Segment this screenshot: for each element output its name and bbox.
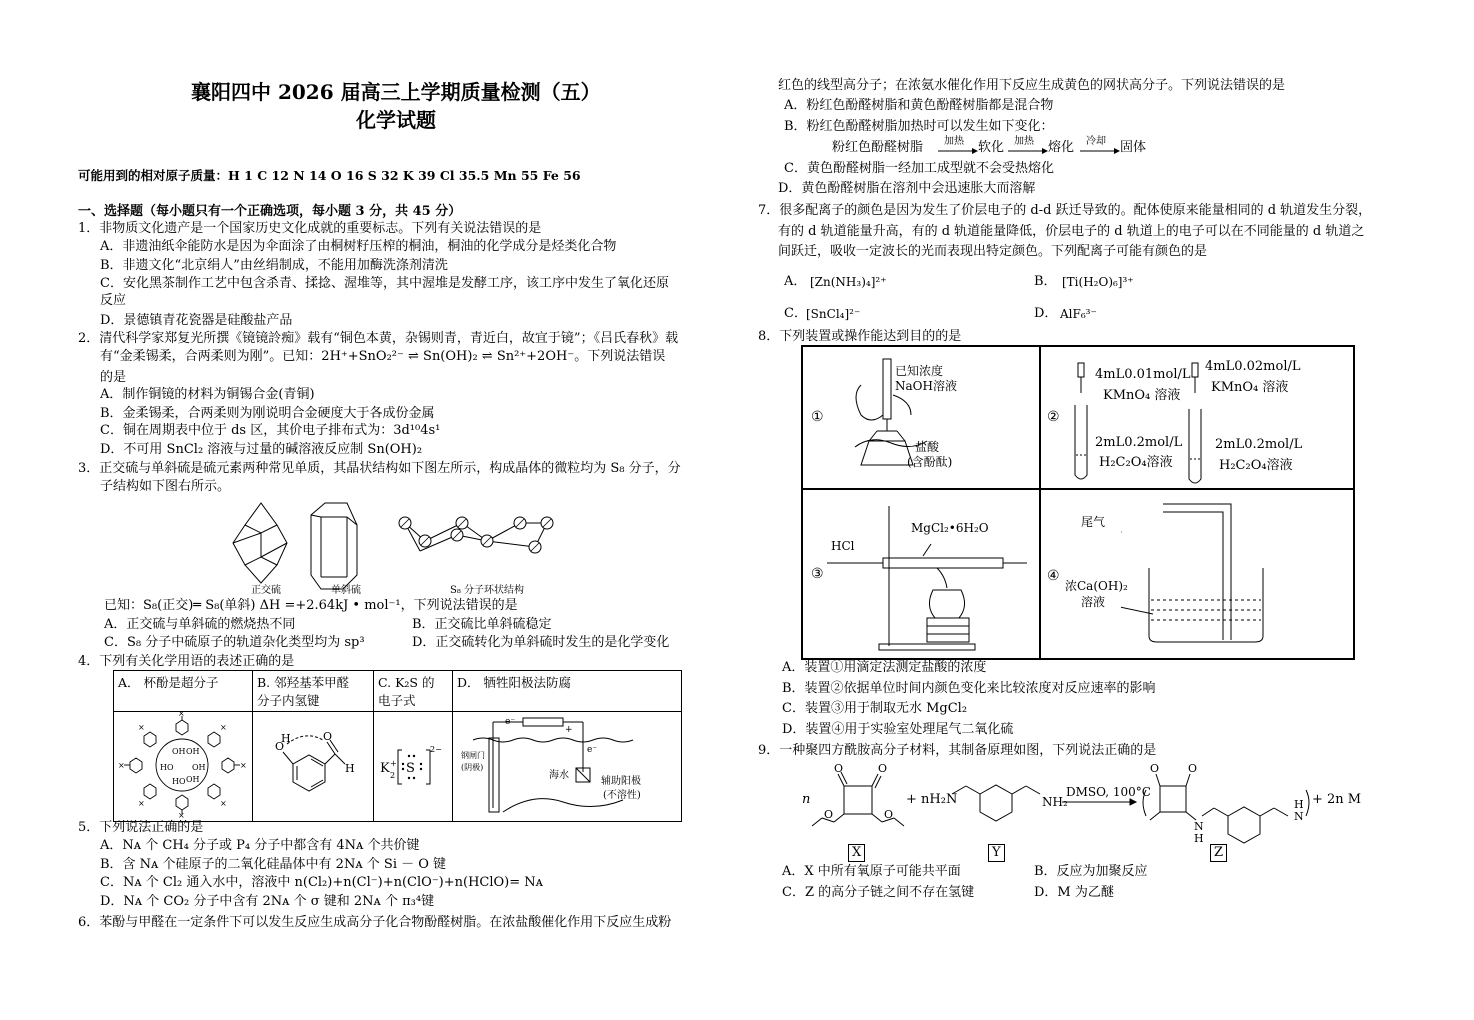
q2-stem-3: 的是 bbox=[100, 370, 127, 385]
q1-option-d: D．景德镇青花瓷器是硅酸盐产品 bbox=[100, 313, 293, 328]
q9-byproduct: + 2n M bbox=[1312, 792, 1362, 807]
label-phenolphthalein: (含酚酞) bbox=[907, 455, 953, 469]
label-known-conc: 已知浓度 bbox=[895, 364, 944, 378]
q3-option-d: D．正交硫转化为单斜硫时发生的是化学变化 bbox=[412, 635, 670, 650]
svg-text:2: 2 bbox=[390, 771, 396, 780]
q7-option-c: C． bbox=[784, 306, 807, 321]
arrow-2 bbox=[1008, 148, 1048, 154]
label-x: X bbox=[848, 844, 865, 862]
q9-option-b: B．反应为加聚反应 bbox=[1034, 864, 1148, 879]
q7-ion-d: AlF₆³⁻ bbox=[1060, 307, 1097, 321]
q1-stem: 1．非物质文化遗产是一个国家历史文化成就的重要标志。下列有关说法错误的是 bbox=[78, 221, 542, 236]
page-subtitle: 化学试题 bbox=[356, 108, 436, 132]
q6-flow bbox=[832, 134, 1152, 160]
svg-text:+: + bbox=[565, 725, 573, 735]
label-kmno4-1-conc: 4mL0.01mol/L bbox=[1095, 367, 1191, 382]
svg-text:N: N bbox=[1294, 810, 1304, 823]
flow-cool: 冷却 bbox=[1086, 136, 1106, 147]
svg-text:×: × bbox=[138, 799, 145, 808]
q2-stem-2: 有“金柔锡柔，合两柔则为刚”。已知：2H⁺+SnO₂²⁻ ⇌ Sn(OH)₂ ⇌ Sn²⁺+2OH⁻。下列说法错误 bbox=[100, 349, 666, 364]
q3-option-a: A．正交硫与单斜硫的燃烧热不同 bbox=[104, 617, 296, 632]
svg-text:2−: 2− bbox=[430, 745, 442, 754]
q7-ion-b: [Ti(H₂O)₆]³⁺ bbox=[1062, 275, 1134, 289]
q6-option-d: D．黄色酚醛树脂在溶剂中会迅速胀大而溶解 bbox=[778, 181, 1036, 196]
label-steel-gate: 钢闸门 bbox=[461, 751, 485, 760]
label-y: Y bbox=[988, 844, 1005, 862]
q2-option-c: C．铜在周期表中位于 ds 区，其价电子排布式为：3d¹⁰4s¹ bbox=[100, 423, 441, 438]
svg-text:OH: OH bbox=[186, 747, 200, 756]
q5-stem: 5．下列说法正确的是 bbox=[78, 820, 204, 835]
q4-sacrificial-anode-cell bbox=[453, 712, 682, 822]
salicylaldehyde-structure bbox=[253, 712, 371, 818]
calixarene-structure bbox=[114, 712, 250, 818]
q6-option-a: A．粉红色酚醛树脂和黄色酚醛树脂都是混合物 bbox=[784, 98, 1054, 113]
svg-text:S: S bbox=[406, 761, 415, 776]
q8-option-c: C．装置③用于制取无水 MgCl₂ bbox=[782, 701, 968, 716]
beaker-drawing bbox=[1121, 500, 1341, 650]
q4-header-a: A． 杯酚是超分子 bbox=[114, 671, 253, 712]
q4-header-c: C. K₂S 的 电子式 bbox=[374, 671, 453, 712]
svg-text:+: + bbox=[390, 759, 397, 768]
q3-stem-1: 3．正交硫与单斜硫是硫元素两种常见单质，其晶状结构如下图左所示，构成晶体的微粒均为 S₈ 分子，分 bbox=[78, 461, 681, 476]
q5-option-d: D．Nᴀ 个 CO₂ 分子中含有 2Nᴀ 个 σ 键和 2Nᴀ 个 π₃⁴键 bbox=[100, 894, 435, 909]
sulfur-crystal-figure bbox=[225, 495, 565, 595]
svg-text:×: × bbox=[138, 723, 145, 732]
svg-text:O: O bbox=[884, 808, 894, 821]
svg-text:O: O bbox=[1188, 762, 1198, 775]
heating-tube-drawing bbox=[827, 496, 1037, 656]
q4-table bbox=[113, 670, 682, 822]
flow-soften: 软化 bbox=[978, 140, 1005, 155]
svg-text:HO: HO bbox=[172, 777, 186, 786]
label-h2c2o4-2-conc: 2mL0.2mol/L bbox=[1215, 437, 1303, 452]
q4-calixarene-cell bbox=[114, 712, 253, 822]
svg-text:×: × bbox=[220, 799, 227, 808]
label-insoluble: (不溶性) bbox=[603, 790, 641, 801]
q3-known: 已知：S₈(正交)═ S₈(单斜) ΔH =+2.64kJ • mol⁻¹，下列说法错误的是 bbox=[104, 598, 518, 613]
q4-salicylaldehyde-cell bbox=[253, 712, 374, 822]
q9-option-d: D．M 为乙醚 bbox=[1034, 885, 1114, 900]
q8-option-d: D．装置④用于实验室处理尾气二氧化硫 bbox=[782, 722, 1014, 737]
apparatus-4 bbox=[1040, 489, 1354, 659]
q4-header-b: B. 邻羟基苯甲醛 分子内氢键 bbox=[253, 671, 374, 712]
q3-stem-2: 子结构如下图右所示。 bbox=[100, 479, 231, 494]
label-h2c2o4-2: H₂C₂O₄溶液 bbox=[1219, 458, 1293, 473]
q8-apparatus-grid bbox=[801, 345, 1355, 660]
svg-text:×: × bbox=[178, 712, 185, 718]
q7-stem-2: 有的 d 轨道能量升高，有的 d 轨道能量降低，价层电子的 d 轨道上的电子可以在不同能量的 d 轨道之 bbox=[778, 224, 1365, 239]
arrow-3 bbox=[1080, 148, 1120, 154]
q4-stem: 4．下列有关化学用语的表述正确的是 bbox=[78, 654, 295, 669]
label-seawater: 海水 bbox=[549, 770, 569, 781]
q6-stem-1: 6．苯酚与甲醛在一定条件下可以发生反应生成高分子化合物酚醛树脂。在浓盐酸催化作用下反应生成粉 bbox=[78, 915, 672, 930]
q9-reaction-scheme bbox=[800, 760, 1360, 865]
label-hcl-gas: HCl bbox=[831, 539, 855, 553]
svg-text:×: × bbox=[220, 723, 227, 732]
q2-option-b: B．金柔锡柔，合两柔则为刚说明合金硬度大于各成份金属 bbox=[100, 406, 435, 421]
svg-text:N: N bbox=[1194, 820, 1204, 833]
label-h2c2o4-1-conc: 2mL0.2mol/L bbox=[1095, 435, 1183, 450]
label-tail-gas: 尾气 bbox=[1081, 515, 1106, 529]
atomic-masses: 可能用到的相对原子质量：H 1 C 12 N 14 O 16 S 32 K 39 Cl 35.5 Mn 55 Fe 56 bbox=[78, 168, 581, 183]
q2-option-a: A．制作铜镜的材料为铜锡合金(青铜) bbox=[100, 387, 315, 402]
q9-coefficient-n: n bbox=[802, 792, 811, 807]
q5-option-c: C．Nᴀ 个 Cl₂ 通入水中，溶液中 n(Cl₂)+n(Cl⁻)+n(ClO⁻)+n(HClO)= Nᴀ bbox=[100, 875, 544, 890]
svg-text:OH: OH bbox=[186, 775, 200, 784]
q7-stem-1: 7．很多配离子的颜色是因为发生了价层电子的 d-d 跃迁导致的。配体使原来能量相同的 d 轨道发生分裂， bbox=[758, 203, 1372, 218]
q9-conditions: DMSO, 100°C bbox=[1066, 785, 1151, 799]
page-title: 襄阳四中 2026 届高三上学期质量检测（五） bbox=[191, 80, 601, 104]
q9-stem: 9．一种聚四方酰胺高分子材料，其制备原理如图，下列说法正确的是 bbox=[758, 743, 1157, 758]
q6-stem-2: 红色的线型高分子；在浓氨水催化作用下反应生成黄色的网状高分子。下列说法错误的是 bbox=[778, 78, 1286, 93]
apparatus-3-number: ③ bbox=[811, 566, 824, 582]
svg-text:e⁻: e⁻ bbox=[505, 717, 516, 727]
q7-stem-3: 间跃迁，吸收一定波长的光而表现出特定颜色。下列配离子可能有颜色的是 bbox=[778, 244, 1208, 259]
svg-text:H: H bbox=[1294, 798, 1304, 811]
apparatus-2 bbox=[1040, 346, 1354, 489]
q5-option-b: B．含 Nᴀ 个硅原子的二氧化硅晶体中有 2Nᴀ 个 Si － O 键 bbox=[100, 857, 447, 872]
label-kmno4-2-conc: 4mL0.02mol/L bbox=[1205, 359, 1301, 374]
flow-solid: 固体 bbox=[1120, 140, 1147, 155]
label-hcl: 盐酸 bbox=[915, 440, 940, 454]
apparatus-4-number: ④ bbox=[1047, 568, 1060, 584]
apparatus-2-number: ② bbox=[1047, 409, 1060, 425]
q7-ion-a: [Zn(NH₃)₄]²⁺ bbox=[810, 275, 887, 289]
cathodic-protection-diagram bbox=[453, 712, 675, 818]
label-naoh: NaOH溶液 bbox=[895, 379, 957, 393]
label-cathode: (阴极) bbox=[461, 763, 484, 772]
q2-stem-1: 2．清代科学家郑复光所撰《镜镜詅痴》载有“铜色本黄，杂锡则青，青近白，故宜于镜”；《吕氏春秋》载 bbox=[78, 331, 679, 346]
svg-text:OH: OH bbox=[192, 763, 206, 772]
svg-text:×: × bbox=[240, 761, 247, 770]
q7-option-a: A． bbox=[784, 274, 807, 289]
q7-option-d: D． bbox=[1034, 306, 1058, 321]
label-h2c2o4-1: H₂C₂O₄溶液 bbox=[1099, 455, 1173, 470]
label-kmno4-2: KMnO₄ 溶液 bbox=[1211, 380, 1289, 395]
q1-option-c: C．安化黑茶制作工艺中包含杀青、揉捻、渥堆等，其中渥堆是发酵工序，该工序中发生了氧化还原 bbox=[100, 276, 669, 291]
caption-s8-ring: S₈ 分子环状结构 bbox=[450, 585, 525, 596]
apparatus-1-number: ① bbox=[811, 409, 824, 425]
flow-heat-1: 加热 bbox=[944, 136, 964, 147]
label-auxiliary-anode: 辅助阳极 bbox=[601, 776, 641, 787]
svg-text:×: × bbox=[118, 761, 125, 770]
flow-start: 粉红色酚醛树脂 bbox=[832, 140, 924, 155]
label-solution: 溶液 bbox=[1081, 595, 1106, 609]
flow-heat-2: 加热 bbox=[1014, 136, 1034, 147]
svg-text:×: × bbox=[178, 811, 185, 818]
svg-text:O: O bbox=[834, 762, 844, 775]
svg-text:O: O bbox=[878, 762, 888, 775]
caption-orthorhombic: 正交硫 bbox=[251, 585, 281, 596]
q7-option-b: B． bbox=[1034, 274, 1057, 289]
caption-monoclinic: 单斜硫 bbox=[331, 585, 361, 596]
q3-option-c: C．S₈ 分子中硫原子的轨道杂化类型均为 sp³ bbox=[104, 635, 365, 650]
k2s-electron-formula bbox=[374, 712, 450, 818]
q8-option-b: B．装置②依据单位时间内颜色变化来比较浓度对反应速率的影响 bbox=[782, 681, 1156, 696]
svg-text:H: H bbox=[281, 732, 291, 745]
q6-option-c: C．黄色酚醛树脂一经加工成型就不会受热熔化 bbox=[784, 161, 1054, 176]
label-caoh2: 浓Ca(OH)₂ bbox=[1065, 579, 1128, 593]
q1-option-a: A．非遗油纸伞能防水是因为伞面涂了由桐树籽压榨的桐油，桐油的化学成分是烃类化合物 bbox=[100, 239, 617, 254]
q8-option-a: A．装置①用滴定法测定盐酸的浓度 bbox=[782, 660, 987, 675]
q9-reactant-y: + nH₂N bbox=[906, 792, 958, 807]
svg-text:H: H bbox=[1194, 832, 1204, 845]
svg-text:e⁻: e⁻ bbox=[587, 745, 598, 755]
svg-text:HO: HO bbox=[160, 763, 174, 772]
q8-stem: 8．下列装置或操作能达到目的的是 bbox=[758, 329, 962, 344]
section-heading: 一、选择题（每小题只有一个正确选项，每小题 3 分，共 45 分） bbox=[78, 204, 462, 219]
svg-text:OH: OH bbox=[172, 747, 186, 756]
flow-melt: 熔化 bbox=[1048, 140, 1075, 155]
label-mgcl2: MgCl₂•6H₂O bbox=[911, 521, 989, 535]
svg-text:H: H bbox=[345, 762, 355, 775]
q4-header-d: D． 牺牲阳极法防腐 bbox=[453, 671, 682, 712]
q1-option-c-cont: 反应 bbox=[100, 293, 127, 308]
svg-text:O: O bbox=[275, 740, 285, 753]
svg-text:O: O bbox=[824, 808, 834, 821]
apparatus-3 bbox=[802, 489, 1040, 659]
q4-k2s-cell bbox=[374, 712, 453, 822]
label-z: Z bbox=[1210, 844, 1227, 862]
q5-option-a: A．Nᴀ 个 CH₄ 分子或 P₄ 分子中都含有 4Nᴀ 个共价键 bbox=[100, 838, 420, 853]
arrow-1 bbox=[938, 148, 978, 154]
label-kmno4-1: KMnO₄ 溶液 bbox=[1103, 388, 1181, 403]
svg-text:O: O bbox=[1150, 762, 1160, 775]
q2-option-d: D．不可用 SnCl₂ 溶液与过量的碱溶液反应制 Sn(OH)₂ bbox=[100, 442, 423, 457]
q7-ion-c: [SnCl₄]²⁻ bbox=[806, 307, 861, 321]
q1-option-b: B．非遗文化“北京绢人”由丝绢制成，不能用加酶洗涤剂清洗 bbox=[100, 258, 448, 273]
svg-text:O: O bbox=[323, 730, 333, 743]
q9-option-c: C．Z 的高分子链之间不存在氢键 bbox=[782, 885, 975, 900]
q9-nh2: NH₂ bbox=[1042, 795, 1068, 809]
q6-option-b: B．粉红色酚醛树脂加热时可以发生如下变化： bbox=[784, 119, 1054, 134]
svg-text:K: K bbox=[380, 761, 390, 776]
q3-option-b: B．正交硫比单斜硫稳定 bbox=[412, 617, 552, 632]
q9-option-a: A．X 中所有氧原子可能共平面 bbox=[782, 864, 961, 879]
apparatus-1 bbox=[802, 346, 1040, 489]
